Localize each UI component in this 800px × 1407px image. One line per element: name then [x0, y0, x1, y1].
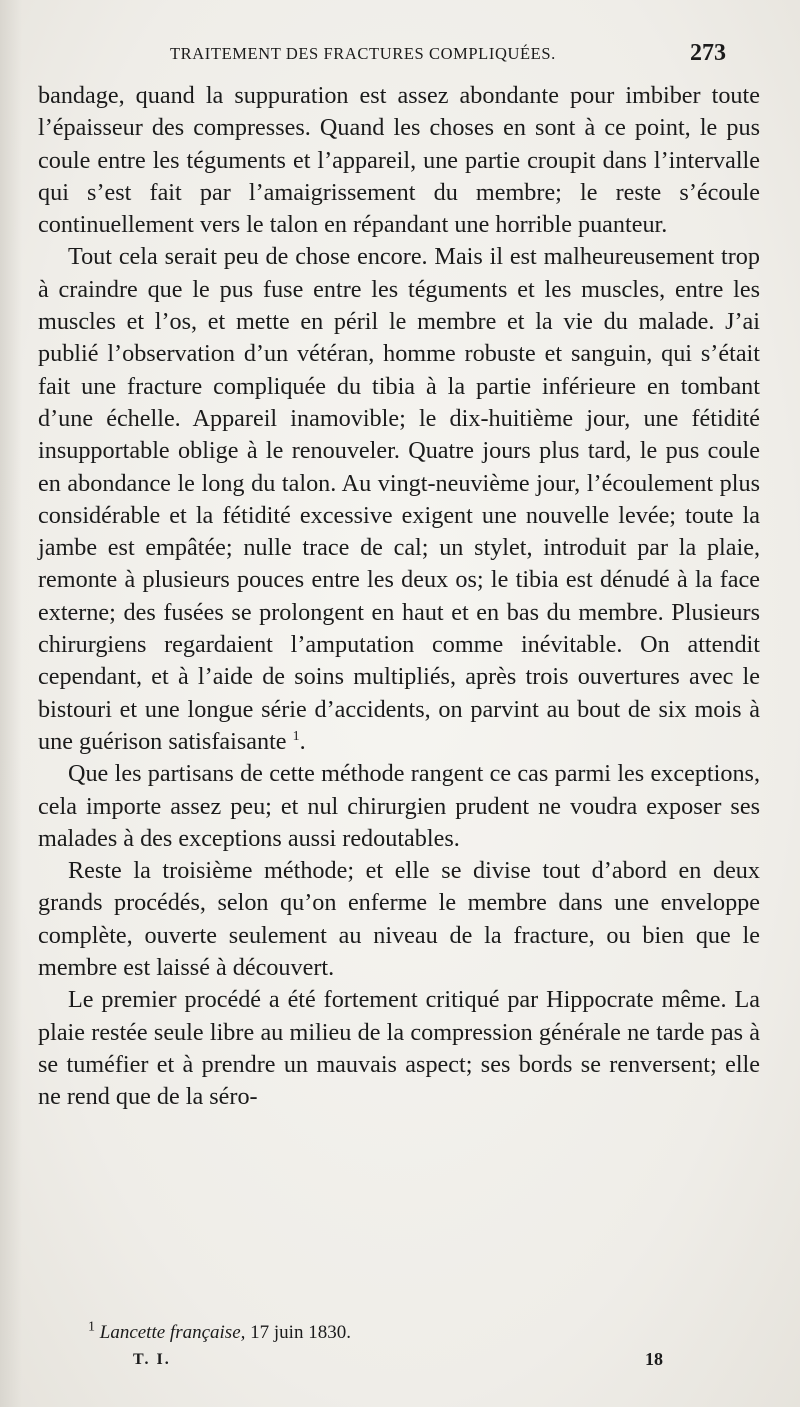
paragraph-2: Tout cela serait peu de chose encore. Mais il est malheureusement trop à craindre que le pus fuse entre les téguments et les muscles, entre les muscles et l’os, et mette en péril le membre et la vie du malade. J’ai publié l’observation d’un vétéran, homme robuste et sanguin, qui s’était fait une fracture compliquée du tibia à la partie inférieure en tombant d’une échelle. Appareil inamovible; le dix-huitième jour, une fétidité insupportable oblige à le renouveler. Quatre jours plus tard, le pus coule en abondance le long du talon. Au vingt-neuvième jour, l’écoulement plus considérable et la fétidité excessive exigent une nouvelle levée; toute la jambe est empâtée; nulle trace de cal; un stylet, introduit par la plaie, remonte à plusieurs pouces entre les deux os; le tibia est dénudé à la face externe; des fusées se prolongent en haut et en bas du membre. Plusieurs chirurgiens regardaient l’amputation comme inévitable. On attendit cependant, et à l’aide de soins multipliés, après trois ouvertures avec le bistouri et une longue série d’accidents, on parvint au bout de six mois à une guérison satisfaisante $^1$. [38, 243, 760, 755]
paragraph-5: Le premier procédé a été fortement critiqué par Hippocrate même. La plaie restée seule libre au milieu de la compression générale ne tarde pas à se tuméfier et à prendre un mauvais aspect; ses bords se renversent; elle ne rend que de la séro- [38, 986, 760, 1111]
footnote-source: Lancette française, [99, 1322, 246, 1343]
page-number: 273 [690, 40, 726, 66]
volume-signature: T. I. [133, 1351, 171, 1368]
body-text [38, 80, 760, 1114]
footnote-date: 17 juin 1830. [250, 1322, 351, 1343]
paragraph-2-text: Tout cela serait peu de chose encore. Mais il est malheureusement trop à craindre que le pus fuse entre les téguments et les muscles, entre les muscles et l’os, et mette en péril le membre et la vie du malade. J’ai publié l’observation d’un vétéran, homme robuste et sanguin, qui s’était fait une fracture compliquée du tibia à la partie inférieure en tombant d’une échelle. Appareil inamovible; le dix-huitième jour, une fétidité insupportable oblige à le renouveler. Quatre jours plus tard, le pus coule en abondance le long du talon. Au vingt-neuvième jour, l’écoulement plus considérable et la fétidité excessive exigent une nouvelle levée; toute la jambe est empâtée; nulle trace de cal; un stylet, introduit par la plaie, remonte à plusieurs pouces entre les deux os; le tibia est dénudé à la face externe; des fusées se prolongent en haut et en bas du membre. Plusieurs chirurgiens regardaient l’amputation comme inévitable. On attendit cependant, et à l’aide de soins multipliés, après trois ouvertures avec le bistouri et une longue série d’accidents, on parvint au bout de six mois à une guérison satisfaisante [38, 243, 760, 755]
gutter-shadow [0, 0, 22, 1407]
paragraph-4: Reste la troisième méthode; et elle se divise tout d’abord en deux grands procédés, selon qu’on enferme le membre dans une enveloppe complète, ouverte seulement au niveau de la fracture, ou bien que le membre est laissé à découvert. [38, 857, 760, 982]
page-header [0, 40, 800, 74]
paragraph-1: bandage, quand la suppuration est assez abondante pour imbiber toute l’épaisseur des compresses. Quand les choses en sont à ce point, le pus coule entre les téguments et l’appareil, une partie croupit dans l’intervalle qui s’est fait par l’amaigrissement du membre; le reste s’écoule continuellement vers le talon en répandant une horrible puanteur. [38, 82, 760, 239]
footnote-marker: 1 [88, 1319, 95, 1335]
footnote-reference: 1 [292, 728, 300, 744]
footnote [88, 1319, 351, 1344]
paragraph-3: Que les partisans de cette méthode rangent ce cas parmi les exceptions, cela importe assez peu; et nul chirurgien prudent ne voudra exposer ses malades à des exceptions aussi redoutables. [38, 760, 760, 852]
running-title: TRAITEMENT DES FRACTURES COMPLIQUÉES. [170, 44, 556, 63]
sheet-signature: 18 [645, 1349, 663, 1369]
